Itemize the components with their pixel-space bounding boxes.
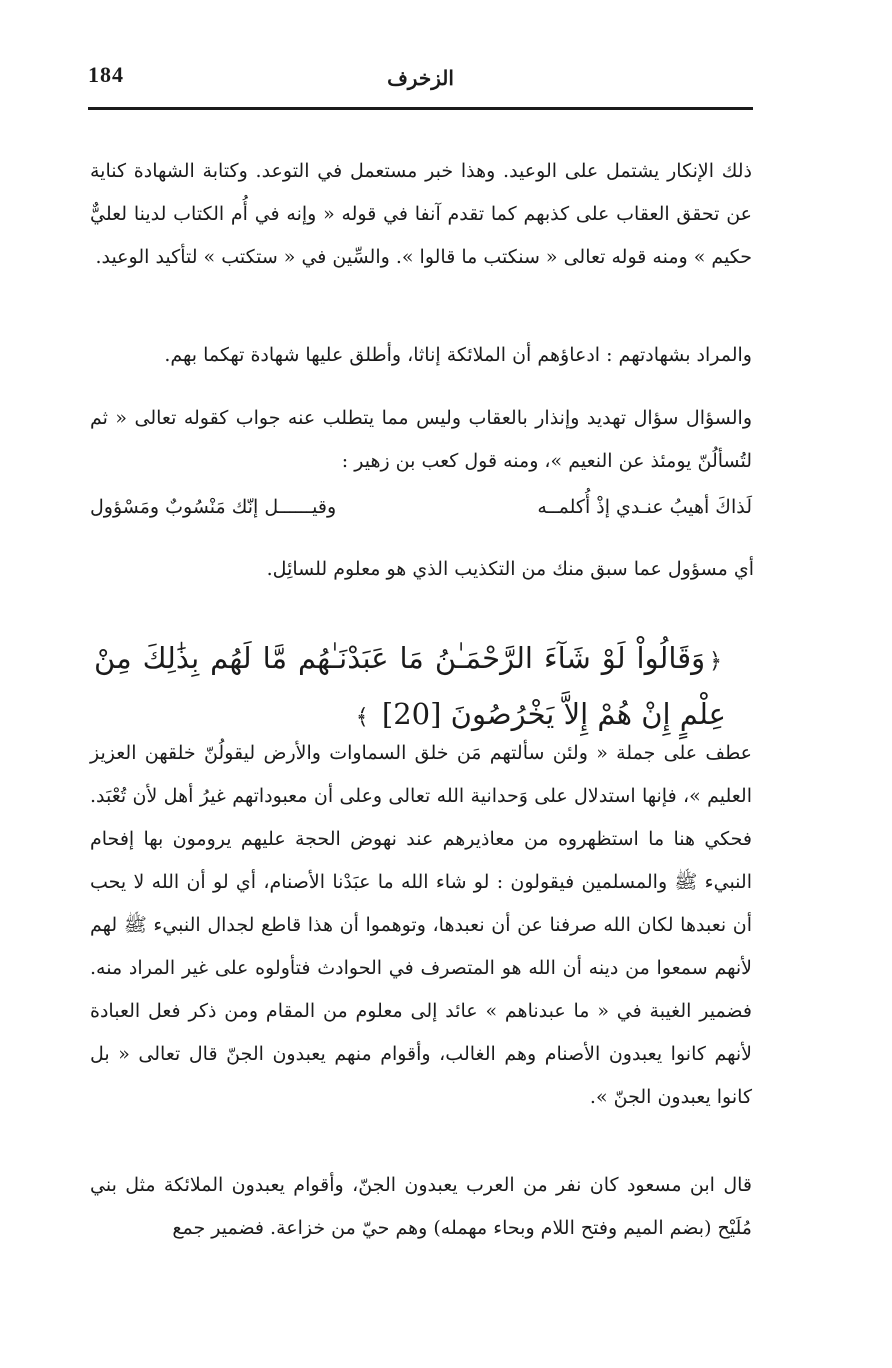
poem-verse	[90, 488, 752, 538]
verse-open-ornament: ﴿	[709, 649, 722, 674]
page-header	[88, 60, 753, 100]
quran-verse	[94, 632, 726, 744]
verse-close-ornament: ﴾	[355, 705, 369, 730]
paragraph-3: والسؤال سؤال تهديد وإنذار بالعقاب وليس مما يتطلب عنه جواب كقوله تعالى « ثم لتُسألُنّ يومئذ عن النعيم »، ومنه قول كعب بن زهير :	[90, 407, 752, 472]
paragraph-4: أي مسؤول عما سبق منك من التكذيب الذي هو معلوم للسائِل.	[266, 558, 754, 580]
paragraph-6: قال ابن مسعود كان نفر من العرب يعبدون الجنّ، وأقوام يعبدون الملائكة مثل بني مُلَيْح (بضم الميم وفتح اللام وبحاء مهمله) وهم حيّ من خزاعة. فضمير جمع	[90, 1174, 752, 1239]
paragraph-5: عطف على جملة « ولئن سألتهم مَن خلق السماوات والأرض ليقولُنّ خلقهن العزيز العليم »، فإنها استدلال على وَحدانية الله تعالى وعلى أن معبوداتهم غيرُ أهل لأن تُعْبَد. فحكي هنا ما استظهروه من معاذيرهم عند نهوض الحجة عليهم يرومون بها إفحام النبيء ﷺ والمسلمين فيقولون : لو شاء الله ما عبَدْنا الأصنام، أي لو أن الله لا يحب أن نعبدها لكان الله صرفنا عن أن نعبدها، وتوهموا أن هذا قاطع لجدال النبيء ﷺ لهم لأنهم سمعوا من دينه أن الله هو المتصرف في الحوادث فتأولوه على غير المراد منه. فضمير الغيبة في « ما عبدناهم » عائد إلى معلوم من المقام ومن ذكر فعل العبادة لأنهم كانوا يعبدون الأصنام وهم الغالب، وأقوام منهم يعبدون الجنّ قال تعالى « بل كانوا يعبدون الجنّ ».	[90, 742, 752, 1108]
verse-number: [20]	[381, 697, 442, 731]
verse-text: وَقَالُواْ لَوْ شَآءَ الرَّحْمَـٰنُ مَا عَبَدْنَـٰهُم مَّا لَهُم بِذَٰلِكَ مِنْ عِلْمٍ إِنْ هُمْ إِلاَّ يَخْرُصُونَ	[94, 641, 726, 731]
page-number: 184	[88, 62, 124, 87]
paragraph-1: ذلك الإنكار يشتمل على الوعيد. وهذا خبر مستعمل في التوعد. وكتابة الشهادة كناية عن تحقق العقاب على كذبهم كما تقدم آنفا في قوله « وإنه في أُم الكتاب لدينا لعليٌّ حكيم » ومنه قوله تعالى « سنكتب ما قالوا ». والسِّين في « ستكتب » لتأكيد الوعيد.	[90, 160, 752, 268]
header-divider	[88, 107, 753, 110]
poem-first-hemistich: لَذاكَ أهيبُ عنـدي إذْ أُكلمــه	[537, 496, 752, 518]
paragraph-2: والمراد بشهادتهم : ادعاؤهم أن الملائكة إناثا، وأطلق عليها شهادة تهكما بهم.	[164, 344, 752, 366]
poem-second-hemistich: وقيــــــل إنّك مَنْسُوبٌ ومَسْؤول	[90, 496, 337, 518]
running-title: الزخرف	[387, 66, 454, 90]
